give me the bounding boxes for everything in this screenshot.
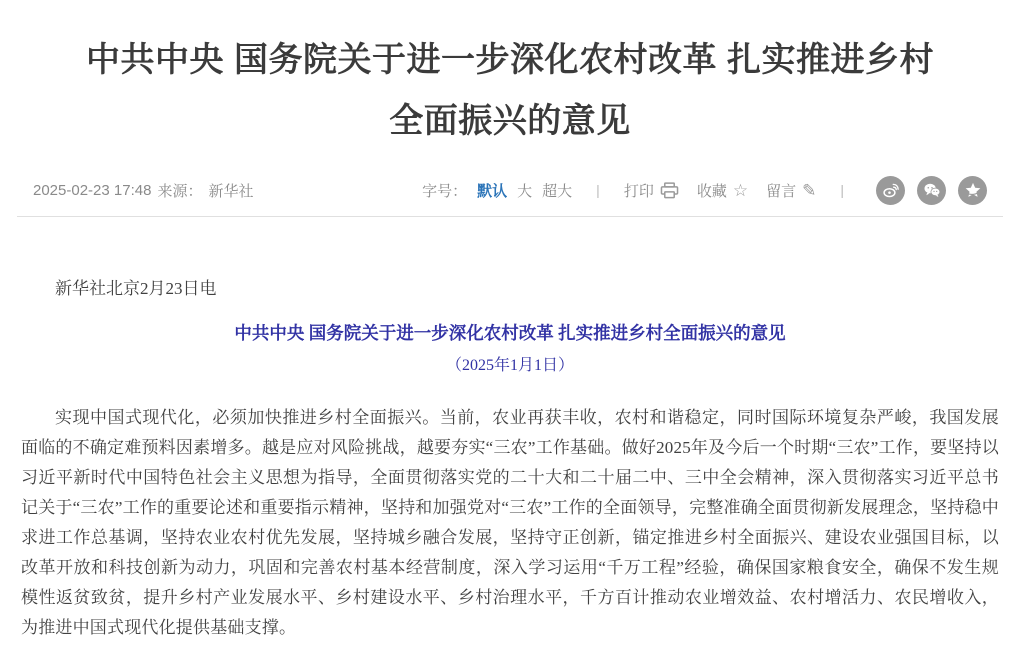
fontsize-default-button[interactable]: 默认 <box>477 182 508 200</box>
document-heading: 中共中央 国务院关于进一步深化农村改革 扎实推进乡村全面振兴的意见 <box>234 323 786 343</box>
qzone-icon <box>964 181 982 199</box>
wechat-icon <box>923 181 941 199</box>
fontsize-controls <box>422 180 572 201</box>
article-paragraph: 实现中国式现代化，必须加快推进乡村全面振兴。当前，农业再获丰收，农村和谐稳定，同时国际环境复杂严峻，我国发展面临的不确定难预料因素增多。越是应对风险挑战，越要夯实“三农”工作基础。做好2025年及今后一个时期“三农”工作，要坚持以习近平新时代中国特色社会主义思想为指导，全面贯彻落实党的二十大和二十届二中、三中全会精神，深入贯彻落实习近平总书记关于“三农”工作的重要论述和重要指示精神，坚持和加强党对“三农”工作的全面领导，完整准确全面贯彻新发展理念，坚持稳中求进工作总基调，坚持农业农村优先发展，坚持城乡融合发展，坚持守正创新，锚定推进乡村全面振兴、建设农业强国目标，以改革开放和科技创新为动力，巩固和完善农村基本经营制度，深入学习运用“千万工程”经验，确保国家粮食安全，确保不发生规模性返贫致贫，提升乡村产业发展水平、乡村建设水平、乡村治理水平，千方百计推动农业增效益、农村增活力、农民增收入，为推进中国式现代化提供基础支撑。 <box>21 408 999 637</box>
wechat-share-button[interactable] <box>917 176 946 205</box>
printer-icon <box>660 182 679 199</box>
favorite-label: 收藏 <box>696 182 727 200</box>
source-name[interactable]: 新华社 <box>208 182 254 200</box>
source-label: 来源： <box>157 182 203 200</box>
toolbar-controls <box>422 176 987 205</box>
fontsize-label: 字号： <box>422 182 468 200</box>
print-button[interactable] <box>624 180 679 201</box>
qzone-share-button[interactable] <box>958 176 987 205</box>
action-buttons <box>624 180 817 201</box>
separator: | <box>840 182 844 198</box>
fontsize-xlarge-button[interactable]: 超大 <box>542 182 573 200</box>
fontsize-large-button[interactable]: 大 <box>517 182 533 200</box>
star-icon: ☆ <box>732 180 749 200</box>
meta-toolbar <box>33 174 987 206</box>
print-label: 打印 <box>623 182 654 200</box>
weibo-icon <box>882 181 900 199</box>
weibo-share-button[interactable] <box>876 176 905 205</box>
share-buttons <box>876 176 987 205</box>
comment-button[interactable] <box>766 180 816 201</box>
publish-datetime: 2025-02-23 17:48 <box>33 181 152 199</box>
article-page <box>0 30 1020 647</box>
favorite-button[interactable] <box>697 180 748 201</box>
pencil-icon: ✎ <box>802 180 817 200</box>
page-title: 中共中央 国务院关于进一步深化农村改革 扎实推进乡村全面振兴的意见 <box>86 41 934 140</box>
dateline: 新华社北京2月23日电 <box>55 279 217 298</box>
meta-info <box>33 180 253 201</box>
document-date: （2025年1月1日） <box>445 357 574 374</box>
article-body <box>21 217 999 643</box>
separator: | <box>596 182 600 198</box>
comment-label: 留言 <box>766 182 797 200</box>
